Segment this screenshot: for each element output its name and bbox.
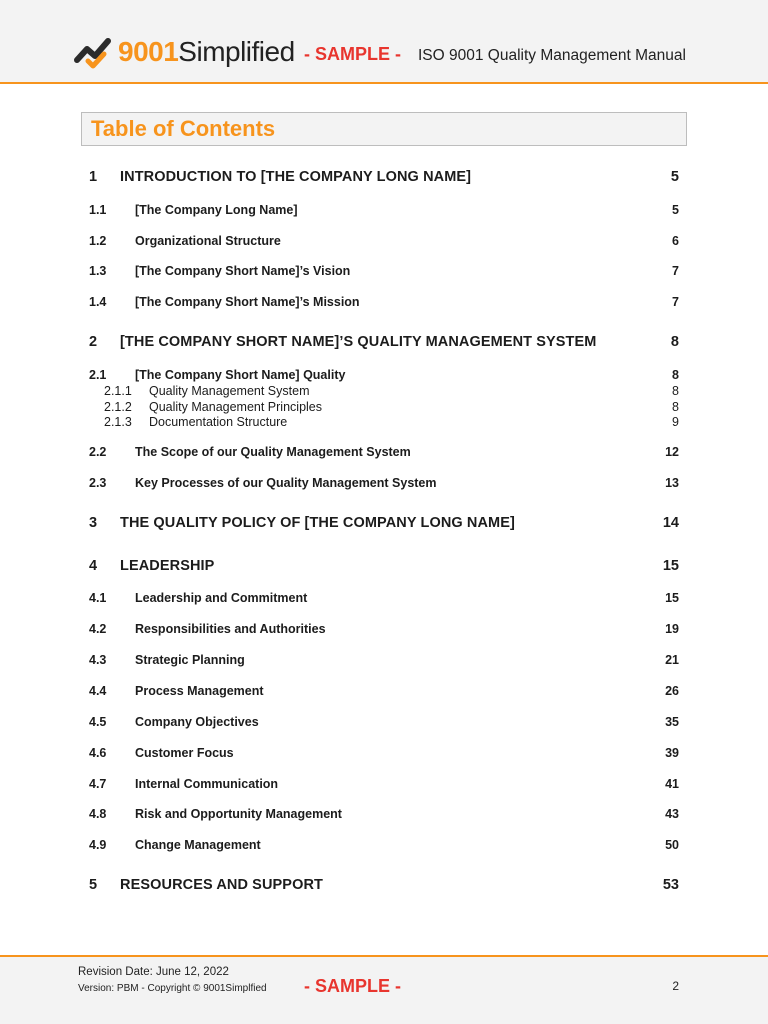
- toc-entry-page: 15: [662, 558, 679, 574]
- toc-entry-page: 6: [672, 234, 679, 248]
- toc-entry-page: 19: [665, 622, 679, 636]
- toc-entry-number: 2.2: [89, 445, 107, 459]
- toc-entry-label: Risk and Opportunity Management: [135, 807, 342, 821]
- toc-entry-label: Organizational Structure: [135, 234, 281, 248]
- toc-entry-label: Documentation Structure: [149, 415, 288, 429]
- toc-entry-number: 4.8: [89, 807, 107, 821]
- page-number: 2: [672, 979, 679, 993]
- toc-entry-page: 8: [670, 334, 679, 350]
- toc-entry-label: Responsibilities and Authorities: [135, 622, 326, 636]
- toc-entry-page: 21: [665, 653, 679, 667]
- toc-entry-page: 41: [665, 777, 679, 791]
- toc-title: Table of Contents: [91, 116, 276, 141]
- toc-entry-page: 9: [672, 415, 679, 429]
- toc-entry-number: 5: [89, 877, 98, 893]
- toc-entry-number: 4.5: [89, 715, 107, 729]
- toc-entry-number: 4.2: [89, 622, 107, 636]
- toc-entry-label: Change Management: [135, 838, 261, 852]
- toc-entry-number: 1.3: [89, 264, 107, 278]
- footer-sample-label: - SAMPLE -: [304, 976, 401, 996]
- toc-entry-label: INTRODUCTION TO [THE COMPANY LONG NAME]: [120, 169, 472, 185]
- toc-entry-number: 4.1: [89, 591, 107, 605]
- toc-entry-number: 1.4: [89, 295, 107, 309]
- toc-entry-label: LEADERSHIP: [120, 558, 215, 574]
- toc-entry-label: Key Processes of our Quality Management System: [135, 476, 437, 490]
- logo-chart-check-icon: [74, 34, 114, 70]
- toc-title-box: [81, 112, 687, 146]
- toc-entry-page: 43: [665, 807, 679, 821]
- toc-entry-label: RESOURCES AND SUPPORT: [120, 877, 323, 893]
- toc-entry-number: 2.3: [89, 476, 107, 490]
- logo-wordmark: 9001Simplified: [118, 36, 295, 67]
- toc-entry-label: [The Company Long Name]: [135, 203, 298, 217]
- logo: [74, 34, 295, 70]
- toc-entry-label: Internal Communication: [135, 777, 279, 791]
- toc-entry-number: 2.1: [89, 368, 107, 382]
- toc-entry-page: 5: [670, 169, 679, 185]
- toc-entry-label: [The Company Short Name]’s Mission: [135, 295, 360, 309]
- toc-entry-label: THE QUALITY POLICY OF [THE COMPANY LONG NAME]: [120, 515, 515, 531]
- toc-entry-number: 1: [89, 169, 98, 185]
- version-copyright: Version: PBM - Copyright © 9001Simplfied: [78, 983, 267, 994]
- toc-entry-number: 4.7: [89, 777, 107, 791]
- header-document-title: ISO 9001 Quality Management Manual: [418, 47, 686, 64]
- toc-entry-number: 4.9: [89, 838, 107, 852]
- toc-entry-page: 26: [665, 684, 679, 698]
- toc-entry-page: 39: [665, 746, 679, 760]
- toc-entry-page: 8: [672, 368, 679, 382]
- toc-entry-label: [THE COMPANY SHORT NAME]’S QUALITY MANAGEMENT SYSTEM: [120, 334, 597, 350]
- page-footer: [0, 955, 768, 1024]
- toc-entry-page: 13: [665, 476, 679, 490]
- page-header: [0, 0, 768, 84]
- toc-entry-page: 50: [665, 838, 679, 852]
- toc-entry-number: 4.6: [89, 746, 107, 760]
- toc-entry-page: 35: [665, 715, 679, 729]
- toc-entry-number: 1.1: [89, 203, 107, 217]
- toc-entry-label: Quality Management System: [149, 384, 310, 398]
- toc-entry-page: 8: [672, 400, 679, 414]
- revision-date: Revision Date: June 12, 2022: [78, 966, 229, 978]
- toc-entry-label: Quality Management Principles: [149, 400, 322, 414]
- toc-entry-number: 4.4: [89, 684, 107, 698]
- toc-entry-label: Leadership and Commitment: [135, 591, 308, 605]
- toc-entry-label: [The Company Short Name] Quality: [135, 368, 346, 382]
- toc-entry-label: Process Management: [135, 684, 264, 698]
- toc-entry-number: 2.1.3: [104, 415, 132, 429]
- header-sample-label: - SAMPLE -: [304, 44, 401, 64]
- toc-entry-number: 3: [89, 515, 98, 531]
- toc-entry-label: [The Company Short Name]’s Vision: [135, 264, 351, 278]
- toc-entry-number: 4.3: [89, 653, 107, 667]
- toc-entry-label: The Scope of our Quality Management System: [135, 445, 411, 459]
- toc-entry-page: 53: [662, 877, 679, 893]
- toc-entry-number: 4: [89, 558, 98, 574]
- toc-entry-number: 2.1.1: [104, 384, 132, 398]
- toc-entry-number: 1.2: [89, 234, 107, 248]
- toc-entry-page: 15: [665, 591, 679, 605]
- toc-entry-page: 8: [672, 384, 679, 398]
- toc-entry-page: 7: [672, 295, 679, 309]
- toc-entry-label: Strategic Planning: [135, 653, 245, 667]
- toc-entry-page: 7: [672, 264, 679, 278]
- toc-entry-number: 2.1.2: [104, 400, 132, 414]
- toc-entry-label: Company Objectives: [135, 715, 259, 729]
- toc-entry-page: 12: [665, 445, 679, 459]
- toc-entry-label: Customer Focus: [135, 746, 234, 760]
- toc-entry-page: 5: [672, 203, 679, 217]
- toc-entry-page: 14: [662, 515, 679, 531]
- toc-entry-number: 2: [89, 334, 98, 350]
